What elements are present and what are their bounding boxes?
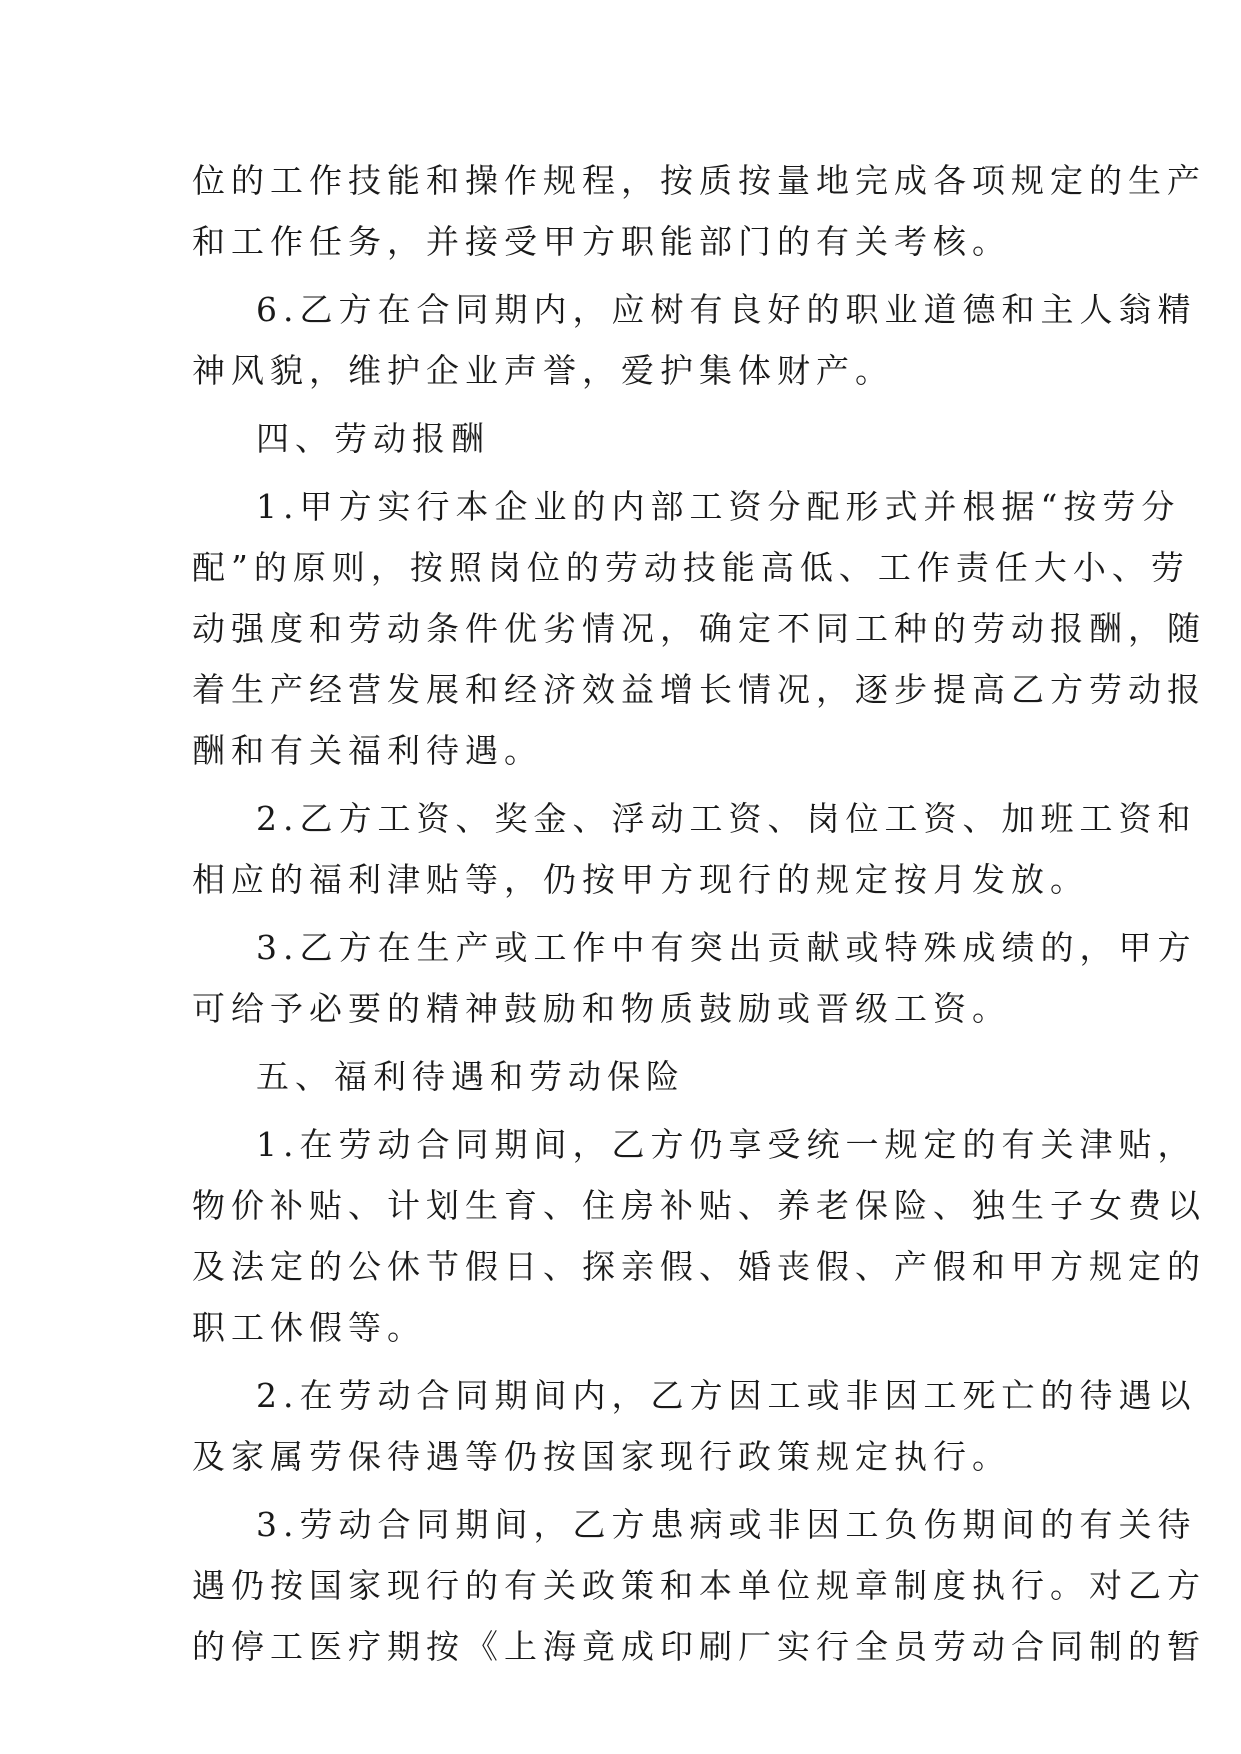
text-line: 神风貌，维护企业声誉，爱护集体财产。 — [192, 351, 894, 390]
text-line: 1.在劳动合同期间，乙方仍享受统一规定的有关津贴， — [256, 1125, 1197, 1164]
text-line: 配”的原则，按照岗位的劳动技能高低、工作责任大小、劳 — [192, 548, 1190, 587]
text-line: 2.乙方工资、奖金、浮动工资、岗位工资、加班工资和 — [256, 799, 1197, 838]
paragraph-item-2 — [192, 788, 1197, 910]
paragraph-item-2 — [192, 1365, 1197, 1487]
text-line: 物价补贴、计划生育、住房补贴、养老保险、独生子女费以 — [192, 1186, 1206, 1225]
text-line: 和工作任务，并接受甲方职能部门的有关考核。 — [192, 222, 1011, 261]
paragraph-continuation — [192, 150, 1206, 272]
text-line: 相应的福利津贴等，仍按甲方现行的规定按月发放。 — [192, 860, 1089, 899]
text-line: 3.乙方在生产或工作中有突出贡献或特殊成绩的，甲方 — [256, 928, 1197, 967]
section-heading-4 — [192, 408, 1054, 469]
paragraph-item-3 — [192, 1494, 1206, 1677]
text-line: 着生产经营发展和经济效益增长情况，逐步提高乙方劳动报 — [192, 670, 1206, 709]
text-line: 位的工作技能和操作规程，按质按量地完成各项规定的生产 — [192, 161, 1206, 200]
text-line: 遇仍按国家现行的有关政策和本单位规章制度执行。对乙方 — [192, 1566, 1206, 1605]
text-line: 酬和有关福利待遇。 — [192, 731, 543, 770]
paragraph-item-1 — [192, 1114, 1206, 1358]
text-line: 动强度和劳动条件优劣情况，确定不同工种的劳动报酬，随 — [192, 609, 1206, 648]
text-line: 1.甲方实行本企业的内部工资分配形式并根据“按劳分 — [256, 487, 1181, 526]
paragraph-item-1 — [192, 476, 1206, 781]
section-heading: 五、福利待遇和劳动保险 — [256, 1057, 685, 1096]
text-line: 及法定的公休节假日、探亲假、婚丧假、产假和甲方规定的 — [192, 1247, 1206, 1286]
document-body — [192, 150, 1206, 1677]
section-heading: 四、劳动报酬 — [256, 419, 490, 458]
text-line: 职工休假等。 — [192, 1308, 426, 1347]
paragraph-item-6 — [192, 279, 1197, 401]
section-heading-5 — [192, 1046, 1054, 1107]
text-line: 2.在劳动合同期间内，乙方因工或非因工死亡的待遇以 — [256, 1376, 1197, 1415]
text-line: 及家属劳保待遇等仍按国家现行政策规定执行。 — [192, 1437, 1011, 1476]
text-line: 可给予必要的精神鼓励和物质鼓励或晋级工资。 — [192, 989, 1011, 1028]
text-line: 6.乙方在合同期内，应树有良好的职业道德和主人翁精 — [256, 290, 1197, 329]
paragraph-item-3 — [192, 917, 1197, 1039]
text-line: 的停工医疗期按《上海竟成印刷厂实行全员劳动合同制的暂 — [192, 1627, 1206, 1666]
text-line: 3.劳动合同期间，乙方患病或非因工负伤期间的有关待 — [256, 1505, 1197, 1544]
